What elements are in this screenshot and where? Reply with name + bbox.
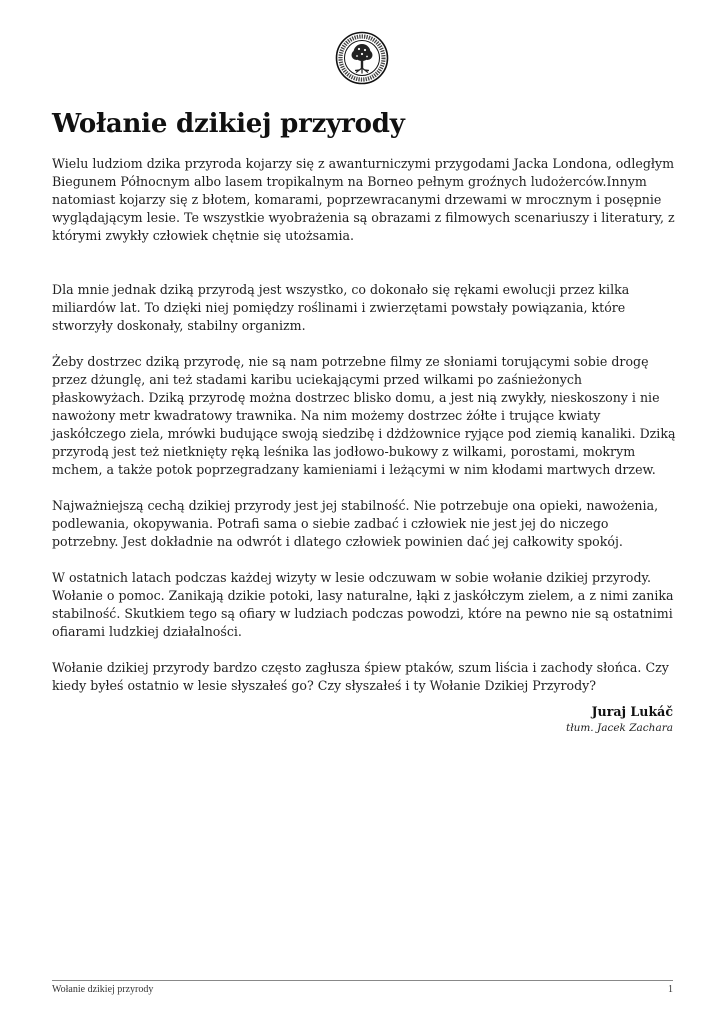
paragraph: Wielu ludziom dzika przyroda kojarzy się z awanturniczymi przygodami Jacka Londona, odległym Biegunem Północnym albo lasem tropikalnym na Borneo pełnym groźnych ludożerców.Innym natomiast kojarzy się z błotem, komarami, poprzewracanymi drzewami w mrocznym i posępnie wyglądającym lesie. Te wszystkie wyobrażenia są obrazami z filmowych scenariuszy i literatury, z którymi zwykły człowiek chętnie się utożsamia.: [52, 156, 675, 243]
paragraph: Dla mnie jednak dziką przyrodą jest wszystko, co dokonało się rękami ewolucji przez kilka miliardów lat. To dzięki niej pomiędzy roślinami i zwierzętami powstały powiązania, które stworzyły doskonały, stabilny organizm.: [52, 282, 630, 333]
page-title: Wołanie dzikiej przyrody: [52, 109, 405, 139]
page-number: 1: [668, 984, 673, 995]
footer-title: Wołanie dzikiej przyrody: [52, 984, 154, 995]
translator-credit: tłum. Jacek Zachara: [565, 722, 673, 734]
signature: [566, 703, 673, 736]
paragraph: Wołanie dzikiej przyrody bardzo często zagłusza śpiew ptaków, szum liścia i zachody słońca. Czy kiedy byłeś ostatnio w lesie słyszałeś go? Czy słyszałeś i ty Wołanie Dzikiej Przyrody?: [52, 660, 669, 693]
author-name: Juraj Lukáč: [591, 704, 673, 719]
paragraph: Najważniejszą cechą dzikiej przyrody jest jej stabilność. Nie potrzebuje ona opieki, nawożenia, podlewania, okopywania. Potrafi sama o siebie zadbać i człowiek nie jest jej do niczego potrzebny. Jest dokładnie na odwrót i dlatego człowiek powinien dać jej całkowity spokój.: [52, 498, 659, 549]
paragraph: Żeby dostrzec dziką przyrodę, nie są nam potrzebne filmy ze słoniami torującymi sobie drogę przez dżunglę, ani też stadami karibu uciekającymi przed wilkami po zaśnieżonych płaskowyżach. Dziką przyrodę można dostrzec blisko domu, a jest nią zwykły, nieskoszony i nie nawożony metr kwadratowy trawnika. Na nim możemy dostrzec żółte i trujące kwiaty jaskółczego ziela, mrówki budujące swoją siedzibę i dżdżownice ryjące pod ziemią kanaliki. Dziką przyrodą jest też nietknięty ręką leśnika las jodłowo-bukowy z wilkami, porostami, mokrym mchem, a także potok poprzegradzany kamieniami i leżącymi w nim kłodami martwych drzew.: [52, 354, 676, 477]
footer-divider: [52, 980, 673, 981]
tree-emblem-icon: [335, 31, 389, 85]
article-body: [52, 155, 678, 695]
paragraph: W ostatnich latach podczas każdej wizyty w lesie odczuwam w sobie wołanie dzikiej przyrody. Wołanie o pomoc. Zanikają dzikie potoki, lasy naturalne, łąki z jaskółczym zielem, a z nimi zanika stabilność. Skutkiem tego są ofiary w ludziach podczas powodzi, które na pewno nie są ostatnimi ofiarami ludzkiej działalności.: [52, 570, 674, 639]
